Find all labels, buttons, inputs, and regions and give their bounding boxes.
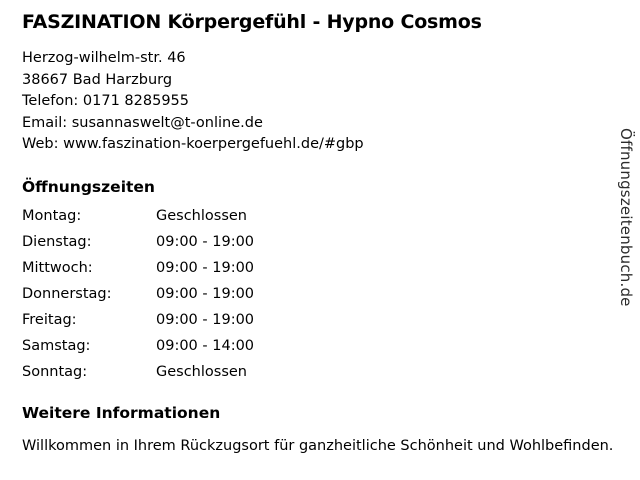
day-hours: Geschlossen (156, 207, 247, 224)
card-content (22, 10, 614, 457)
more-info-text: Willkommen in Ihrem Rückzugsort für ganzheitliche Schönheit und Wohlbefinden. (22, 437, 614, 454)
day-label: Sonntag: (22, 363, 88, 380)
day-label: Samstag: (22, 337, 91, 354)
more-info-heading: Weitere Informationen (22, 403, 221, 422)
table-row (22, 234, 254, 260)
page-title: FASZINATION Körpergefühl - Hypno Cosmos (22, 11, 482, 33)
address-city: 38667 Bad Harzburg (22, 71, 173, 88)
table-row (22, 260, 254, 286)
table-row (22, 338, 254, 364)
day-hours: 09:00 - 14:00 (156, 337, 255, 354)
day-hours: 09:00 - 19:00 (156, 285, 255, 302)
day-hours: 09:00 - 19:00 (156, 233, 255, 250)
day-label: Mittwoch: (22, 259, 93, 276)
day-hours: Geschlossen (156, 363, 247, 380)
table-row (22, 208, 254, 234)
email-line: Email: susannaswelt@t-online.de (22, 114, 263, 131)
day-label: Montag: (22, 207, 82, 224)
day-label: Freitag: (22, 311, 77, 328)
day-label: Dienstag: (22, 233, 92, 250)
phone-line: Telefon: 0171 8285955 (22, 93, 190, 109)
table-row (22, 312, 254, 338)
website-line: Web: www.faszination-koerpergefuehl.de/#gbp (22, 136, 364, 152)
watermark-label: Öffnungszeitenbuch.de (617, 128, 635, 307)
watermark (616, 128, 638, 358)
day-hours: 09:00 - 19:00 (156, 259, 255, 276)
opening-hours-heading: Öffnungszeiten (22, 177, 155, 196)
day-hours: 09:00 - 19:00 (156, 311, 255, 328)
day-label: Donnerstag: (22, 285, 112, 302)
table-row (22, 286, 254, 312)
table-row (22, 364, 254, 390)
address-street: Herzog-wilhelm-str. 46 (22, 50, 186, 66)
opening-hours-table (22, 208, 254, 390)
